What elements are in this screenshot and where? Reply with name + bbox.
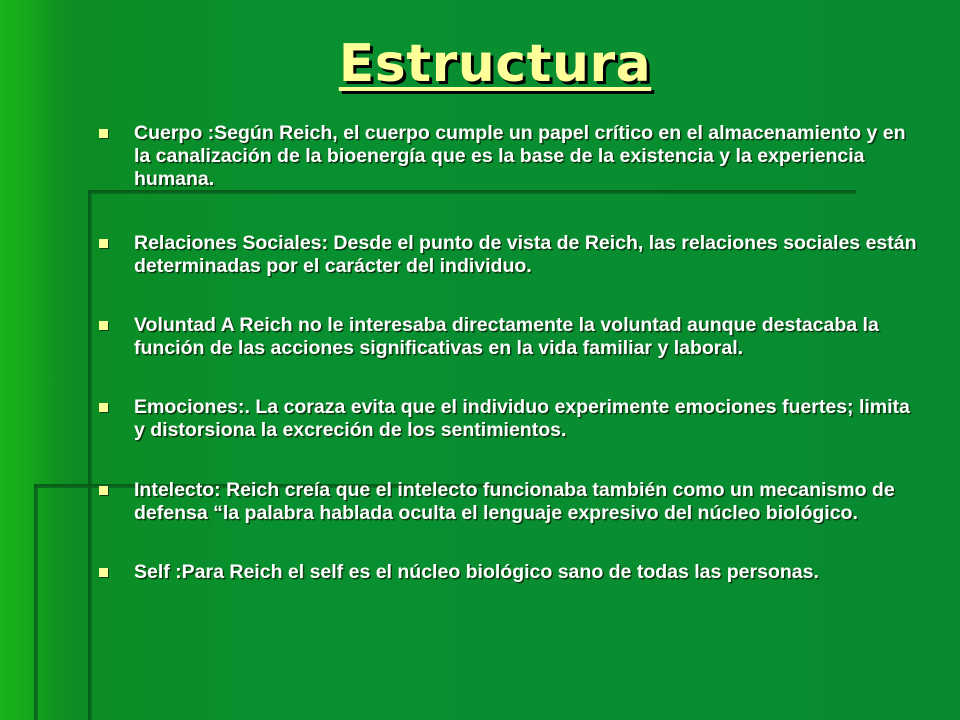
bullet-item-intelecto (94, 479, 924, 525)
square-bullet-icon (99, 486, 108, 495)
bullet-item-self (94, 561, 924, 584)
bullet-item-voluntad (94, 314, 924, 360)
bullet-text: Relaciones Sociales: Desde el punto de vista de Reich, las relaciones sociales están determinadas por el carácter del individuo. (134, 232, 917, 277)
square-bullet-icon (99, 403, 108, 412)
square-bullet-icon (99, 568, 108, 577)
decorative-stripe (34, 484, 38, 720)
bullet-item-emociones (94, 396, 924, 442)
bullet-text: Emociones:. La coraza evita que el individuo experimente emociones fuertes; limita y distorsiona la excreción de los sentimientos. (134, 396, 910, 441)
bullet-item-relaciones-sociales (94, 232, 924, 278)
background-gradient (0, 0, 60, 720)
bullet-list (94, 122, 924, 584)
square-bullet-icon (99, 239, 108, 248)
square-bullet-icon (99, 321, 108, 330)
slide-title: Estructura (338, 34, 652, 94)
bullet-text: Cuerpo :Según Reich, el cuerpo cumple un papel crítico en el almacenamiento y en la canalización de la bioenergía que es la base de la existencia y la experiencia humana. (134, 122, 906, 190)
square-bullet-icon (99, 129, 108, 138)
bullet-text: Intelecto: Reich creía que el intelecto funcionaba también como un mecanismo de defensa “la palabra hablada oculta el lenguaje expresivo del núcleo biológico. (134, 479, 895, 524)
decorative-stripe (88, 190, 92, 720)
bullet-text: Voluntad A Reich no le interesaba directamente la voluntad aunque destacaba la función de las acciones significativas en la vida familiar y laboral. (134, 314, 879, 359)
bullet-text: Self :Para Reich el self es el núcleo biológico sano de todas las personas. (134, 561, 819, 583)
bullet-item-cuerpo (94, 122, 924, 191)
